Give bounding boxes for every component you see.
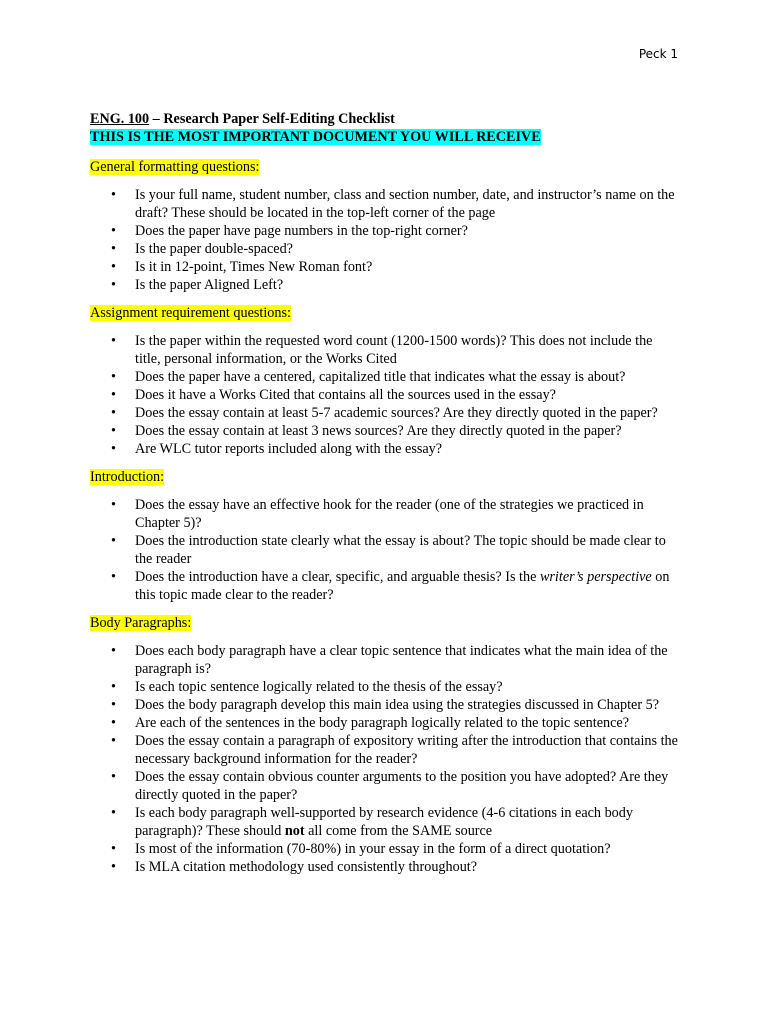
bullet-icon: •	[111, 187, 116, 203]
bullet-icon: •	[111, 387, 116, 403]
title-text: Research Paper Self-Editing Checklist	[163, 111, 395, 127]
bullet-icon: •	[111, 405, 116, 421]
bullet-icon: •	[111, 223, 116, 239]
checklist-assignment	[90, 332, 680, 458]
bullet-icon: •	[111, 369, 116, 385]
list-item: • Is the paper double-spaced?	[111, 241, 293, 257]
list-item: • Is MLA citation methodology used consistently throughout?	[111, 859, 478, 875]
list-item: • Does the essay contain at least 3 news sources? Are they directly quoted in the paper?	[111, 423, 622, 439]
bullet-icon: •	[111, 259, 116, 275]
list-item: • Is your full name, student number, class and section number, date, and instructor’s name on the draft? These should be located in the top-left corner of the page	[111, 187, 675, 221]
bullet-icon: •	[111, 497, 116, 513]
list-item: • Are each of the sentences in the body paragraph logically related to the topic sentence?	[111, 715, 629, 731]
list-item: • Is the paper within the requested word count (1200-1500 words)? This does not include the title, personal information, or the Works Cited	[111, 333, 653, 367]
emphasis-not: not	[284, 823, 305, 839]
bullet-icon: •	[111, 643, 116, 659]
list-item: • Does the essay contain at least 5-7 academic sources? Are they directly quoted in the paper?	[111, 405, 658, 421]
section-heading-body: Body Paragraphs:	[90, 615, 192, 631]
checklist-introduction	[90, 496, 680, 604]
list-item: • Does it have a Works Cited that contains all the sources used in the essay?	[111, 387, 556, 403]
important-notice-text: THIS IS THE MOST IMPORTANT DOCUMENT YOU WILL RECEIVE	[90, 129, 541, 145]
page-number-header: Peck 1	[638, 47, 678, 61]
emphasis-writers-perspective: writer’s perspective	[539, 569, 652, 585]
section-heading-general: General formatting questions:	[90, 159, 260, 175]
section-heading-introduction: Introduction:	[90, 469, 165, 485]
bullet-icon: •	[111, 241, 116, 257]
list-item: • Does the essay contain obvious counter arguments to the position you have adopted? Are they directly quoted in the paper?	[111, 769, 669, 803]
list-item: • Does each body paragraph have a clear topic sentence that indicates what the main idea of the paragraph is?	[111, 643, 668, 677]
bullet-icon: •	[111, 441, 116, 457]
title-dash: –	[149, 111, 164, 127]
list-item: • Does the introduction state clearly what the essay is about? The topic should be made clear to the reader	[111, 533, 666, 567]
list-item: • Does the introduction have a clear, specific, and arguable thesis? Is the writer’s perspective on this topic made clear to the reader?	[111, 569, 670, 603]
bullet-icon: •	[111, 715, 116, 731]
bullet-icon: •	[111, 533, 116, 549]
bullet-icon: •	[111, 805, 116, 821]
bullet-icon: •	[111, 423, 116, 439]
bullet-icon: •	[111, 697, 116, 713]
bullet-icon: •	[111, 859, 116, 875]
course-code: ENG. 100	[90, 111, 150, 127]
bullet-icon: •	[111, 569, 116, 585]
checklist-body	[90, 642, 680, 876]
list-item: • Does the paper have page numbers in the top-right corner?	[111, 223, 468, 239]
list-item: • Is the paper Aligned Left?	[111, 277, 284, 293]
list-item: • Is it in 12-point, Times New Roman font?	[111, 259, 373, 275]
bullet-icon: •	[111, 841, 116, 857]
important-notice	[90, 128, 680, 146]
document-title	[90, 110, 680, 128]
bullet-icon: •	[111, 679, 116, 695]
list-item: • Are WLC tutor reports included along with the essay?	[111, 441, 443, 457]
document-body	[90, 110, 680, 886]
list-item: • Does the essay have an effective hook for the reader (one of the strategies we practiced in Chapter 5)?	[111, 497, 644, 531]
bullet-icon: •	[111, 769, 116, 785]
section-heading-assignment: Assignment requirement questions:	[90, 305, 291, 321]
list-item: • Is most of the information (70-80%) in your essay in the form of a direct quotation?	[111, 841, 611, 857]
bullet-icon: •	[111, 277, 116, 293]
list-item: • Is each topic sentence logically related to the thesis of the essay?	[111, 679, 503, 695]
bullet-icon: •	[111, 333, 116, 349]
list-item: • Does the essay contain a paragraph of expository writing after the introduction that contains the necessary background information for the reader?	[111, 733, 678, 767]
bullet-icon: •	[111, 733, 116, 749]
checklist-general	[90, 186, 680, 294]
list-item: • Does the paper have a centered, capitalized title that indicates what the essay is about?	[111, 369, 626, 385]
list-item: • Does the body paragraph develop this main idea using the strategies discussed in Chapter 5?	[111, 697, 660, 713]
list-item: • Is each body paragraph well-supported by research evidence (4-6 citations in each body paragraph)? These should not all come from the SAME source	[111, 805, 633, 839]
